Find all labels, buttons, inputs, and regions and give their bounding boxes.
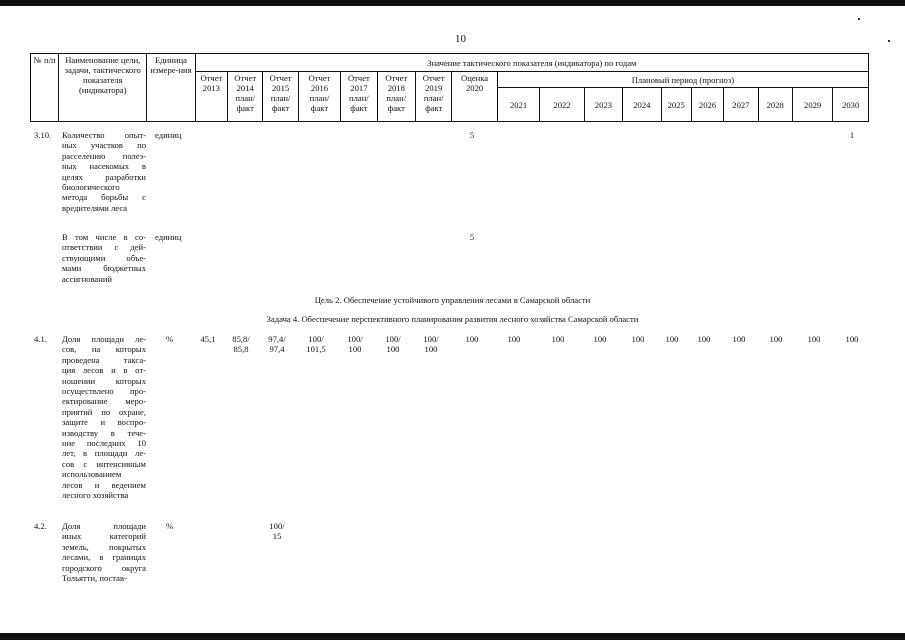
row-description-line: городского округа <box>62 562 146 573</box>
header-year-2023: 2023 <box>584 88 622 122</box>
value-2019: 100/ 100 <box>423 334 439 354</box>
value-2017: 100/ 100 <box>347 334 363 354</box>
row-description-line: ных насекомых в <box>62 161 146 172</box>
value-2028: 100 <box>769 334 783 344</box>
value-2018: 100/ 100 <box>385 334 401 354</box>
row-description-line: биологического <box>62 182 120 193</box>
header-report-2014: Отчет 2014 план/ факт <box>228 72 263 122</box>
row-unit: единиц <box>155 130 182 140</box>
row-description-line: расселению полез- <box>62 150 146 161</box>
row-description-line: сов, на которых <box>62 344 146 355</box>
value-2024: 100 <box>631 334 645 344</box>
row-description-line: Количество опыт- <box>62 130 146 140</box>
header-no: № п/п <box>31 54 59 122</box>
header-name: Наименование цели, задачи, тактического показателя (индикатора) <box>59 54 147 122</box>
value-2026: 100 <box>697 334 711 344</box>
row-description-line: ектирование меро- <box>62 396 146 407</box>
row-description-line: Доля площади ле- <box>62 334 146 344</box>
scan-speck <box>888 40 890 42</box>
header-year-2022: 2022 <box>540 88 584 122</box>
row-unit: % <box>166 521 174 531</box>
header-estimate-2020: Оценка 2020 <box>452 72 497 122</box>
value-2023: 100 <box>593 334 607 344</box>
row-description-line: мами бюджетных <box>62 263 146 274</box>
header-values: Значение тактического показателя (индикатора) по годам <box>195 54 868 72</box>
header-unit: Единица измере-ния <box>147 54 196 122</box>
row-number: 4.2. <box>34 521 47 531</box>
value-2016: 100/ 101,5 <box>306 334 326 354</box>
row-description-line: ние последних 10 <box>62 438 146 449</box>
value-2027: 100 <box>732 334 746 344</box>
value-2030: 100 <box>845 334 859 344</box>
header-year-2029: 2029 <box>792 88 832 122</box>
row-description-line: земель, покрытых <box>62 541 146 552</box>
row-description-line: изводству в тече- <box>62 427 146 438</box>
value-2030: 1 <box>849 130 855 140</box>
row-description-line: осуществлено про- <box>62 386 146 397</box>
value-2025: 100 <box>665 334 679 344</box>
header-year-2027: 2027 <box>724 88 758 122</box>
row-unit: % <box>166 334 174 344</box>
task-heading: Задача 4. Обеспечение перспективного планирования развития лесного хозяйства Самарской области <box>266 314 639 324</box>
value-2015: 100/ 15 <box>269 521 285 541</box>
scan-bottom-edge <box>0 633 905 640</box>
row-description-line: Тольятти, постав- <box>62 573 127 584</box>
header-year-2028: 2028 <box>758 88 792 122</box>
row-description-line: лет, в площади ле- <box>62 448 146 459</box>
row-description-line: метода борьбы с <box>62 192 146 203</box>
row-number: 3.10. <box>34 130 52 140</box>
header-year-2026: 2026 <box>691 88 723 122</box>
row-description-line: вредителями леса <box>62 202 128 213</box>
indicator-table-header <box>30 53 869 122</box>
row-description-line: ствующими объе- <box>62 252 146 263</box>
row-unit: единиц <box>155 232 182 242</box>
row-description-line: лесами, в границах <box>62 552 146 563</box>
value-2014: 85,8/ 85,8 <box>232 334 250 354</box>
row-description-line: лесного хозяйства <box>62 490 129 501</box>
row-description <box>62 334 146 501</box>
header-report-2015: Отчет 2015 план/ факт <box>263 72 298 122</box>
goal-heading: Цель 2. Обеспечение устойчивого управления лесами в Самарской области <box>314 295 591 305</box>
row-number: 4.1. <box>34 334 47 344</box>
scan-speck <box>858 18 860 20</box>
header-report-2016: Отчет 2016 план/ факт <box>298 72 340 122</box>
header-report-2017: Отчет 2017 план/ факт <box>341 72 377 122</box>
page-number: 10 <box>455 33 466 45</box>
row-description-line: В том числе в со- <box>62 232 146 242</box>
value-2013: 45,1 <box>200 334 216 344</box>
value-2029: 100 <box>807 334 821 344</box>
row-description-line: защите и воспро- <box>62 417 146 428</box>
header-report-2018: Отчет 2018 план/ факт <box>377 72 415 122</box>
header-year-2021: 2021 <box>497 88 539 122</box>
row-description-line: лесов и ведением <box>62 479 146 490</box>
value-2022: 100 <box>551 334 565 344</box>
header-report-2019: Отчет 2019 план/ факт <box>415 72 451 122</box>
row-description-line: ассигнований <box>62 273 113 284</box>
row-description-line: проведена такса- <box>62 354 146 365</box>
row-description-line: ответствии с дей- <box>62 242 146 253</box>
scan-top-edge <box>0 0 905 6</box>
row-description <box>62 521 146 583</box>
row-description-line: ношении которых <box>62 375 146 386</box>
row-description-line: сов с интенсивным <box>62 458 146 469</box>
value-2020: 5 <box>469 232 475 242</box>
row-description-line: использованием <box>62 469 122 480</box>
value-2021: 100 <box>507 334 521 344</box>
row-description-line: Доля площади <box>62 521 146 531</box>
header-year-2024: 2024 <box>623 88 661 122</box>
header-year-2025: 2025 <box>661 88 691 122</box>
row-description-line: ция лесов и в от- <box>62 365 146 376</box>
value-2020: 100 <box>465 334 479 344</box>
row-description-line: ных участков по <box>62 140 146 151</box>
row-description <box>62 130 146 213</box>
row-description <box>62 232 146 284</box>
row-description-line: приятий по охране, <box>62 406 146 417</box>
row-description-line: иных категорий <box>62 531 146 542</box>
row-description-line: целях разработки <box>62 171 146 182</box>
header-year-2030: 2030 <box>833 88 869 122</box>
header-planned-period: Плановый период (прогноз) <box>497 72 868 88</box>
value-2015: 97,4/ 97,4 <box>268 334 286 354</box>
header-report-2013: Отчет 2013 <box>195 72 227 122</box>
value-2020: 5 <box>469 130 475 140</box>
